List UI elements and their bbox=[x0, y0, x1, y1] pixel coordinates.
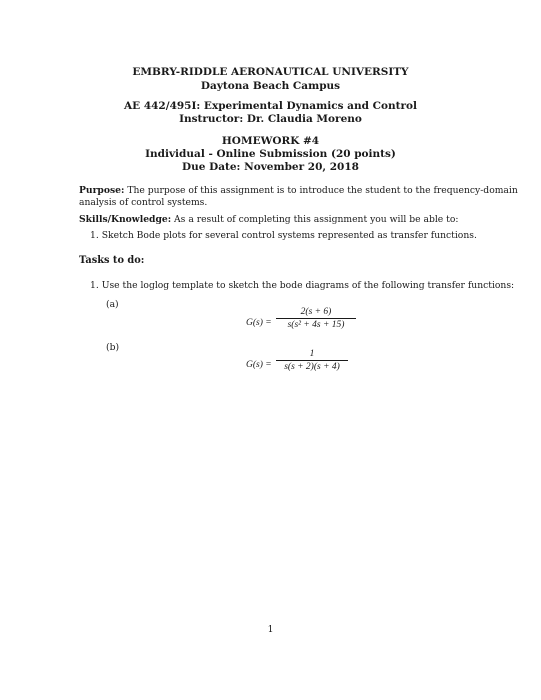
course-title: AE 442/495I: Experimental Dynamics and Control bbox=[124, 100, 417, 112]
equation-b-lhs: G(s) = bbox=[246, 360, 272, 370]
skills-label: Skills/Knowledge: bbox=[79, 214, 172, 225]
purpose-line-2: analysis of control systems. bbox=[79, 197, 208, 208]
tasks-item-text: Use the loglog template to sketch the bode diagrams of the following transfer functions: bbox=[101, 280, 515, 291]
equation-a-lhs: G(s) = bbox=[246, 318, 272, 328]
equation-a-fraction bbox=[276, 307, 356, 330]
equation-b-denominator: s(s + 2)(s + 4) bbox=[284, 362, 340, 372]
submission-line: Individual - Online Submission (20 points) bbox=[145, 148, 396, 160]
subitem-b-label: (b) bbox=[106, 342, 120, 353]
skills-item-number: 1. bbox=[90, 230, 99, 241]
campus-title: Daytona Beach Campus bbox=[200, 80, 341, 92]
skills-paragraph bbox=[79, 213, 458, 226]
tasks-item-number: 1. bbox=[90, 280, 99, 291]
subitem-a-label: (a) bbox=[106, 299, 119, 310]
equation-b-numerator: 1 bbox=[309, 349, 315, 359]
instructor-line: Instructor: Dr. Claudia Moreno bbox=[179, 113, 362, 125]
equation-b-fraction-bar bbox=[276, 360, 348, 361]
equation-a-denominator: s(s² + 4s + 15) bbox=[287, 320, 345, 330]
equation-b-fraction bbox=[276, 349, 348, 372]
skills-list-item bbox=[90, 229, 477, 242]
due-date-line: Due Date: November 20, 2018 bbox=[182, 161, 359, 173]
tasks-heading: Tasks to do: bbox=[79, 255, 145, 266]
homework-title: HOMEWORK #4 bbox=[221, 135, 320, 147]
tasks-list-item bbox=[90, 279, 514, 292]
purpose-label: Purpose: bbox=[79, 185, 125, 196]
equation-a-numerator: 2(s + 6) bbox=[300, 307, 332, 317]
skills-text: As a result of completing this assignment you will be able to: bbox=[174, 214, 459, 225]
purpose-line-1: The purpose of this assignment is to introduce the student to the frequency-domain bbox=[127, 185, 518, 196]
university-title: EMBRY-RIDDLE AERONAUTICAL UNIVERSITY bbox=[132, 66, 409, 78]
equation-a-fraction-bar bbox=[276, 318, 356, 319]
page-number: 1 bbox=[267, 624, 274, 635]
skills-item-text: Sketch Bode plots for several control systems represented as transfer functions. bbox=[101, 230, 477, 241]
